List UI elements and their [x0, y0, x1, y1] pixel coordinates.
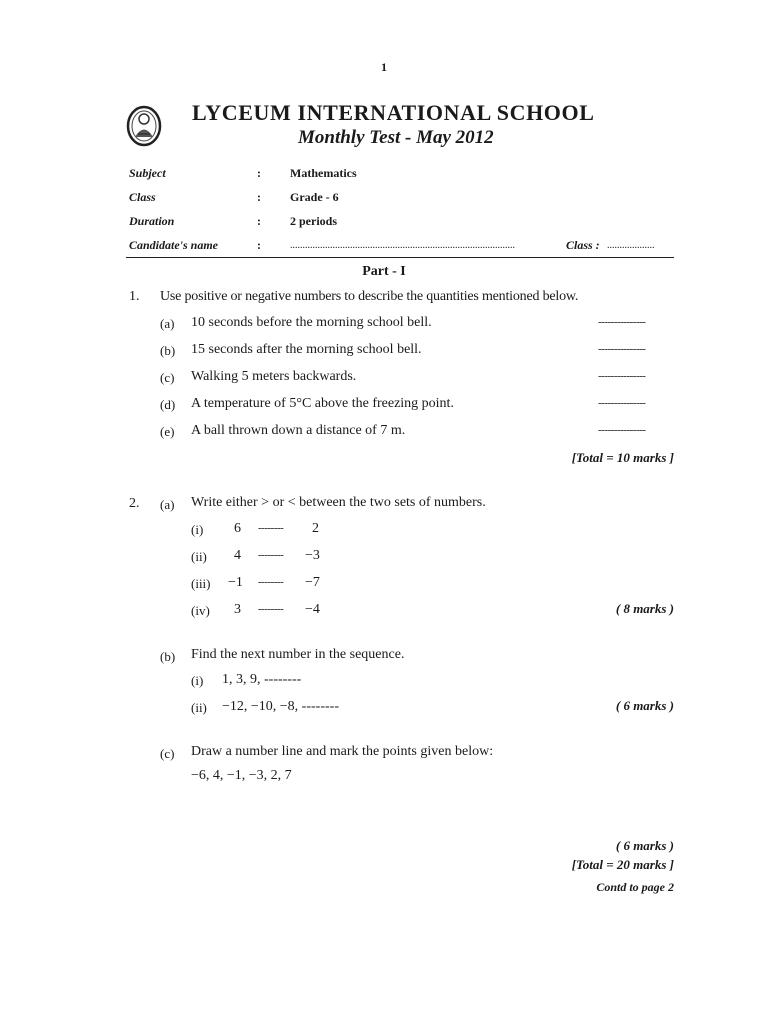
q2a-iv-label: (iv) [191, 603, 210, 618]
subject-label: Subject [129, 166, 166, 180]
school-crest-icon [126, 104, 162, 148]
q2a-iii-right: −7 [305, 575, 320, 590]
q2c-marks: ( 6 marks ) [615, 838, 674, 853]
q2b-marks: ( 6 marks ) [615, 698, 674, 713]
q2a-i-right: 2 [312, 521, 319, 536]
header-divider [126, 257, 674, 258]
q1e-label: (e) [160, 424, 175, 439]
continued-note: Contd to page 2 [596, 880, 674, 894]
q1c-label: (c) [160, 370, 175, 385]
q2b-ii-sequence: −12, −10, −8, -------- [222, 699, 339, 714]
q2b-text: Find the next number in the sequence. [191, 647, 405, 662]
class-colon: : [257, 190, 261, 204]
q2b-label: (b) [160, 649, 176, 664]
q1a-answer-blank[interactable]: --------------- [598, 316, 646, 328]
page-number: 1 [381, 60, 387, 74]
q2-total-marks: [Total = 20 marks ] [571, 857, 674, 872]
q1-text: Use positive or negative numbers to describe the quantities mentioned below. [160, 289, 579, 304]
class-value: Grade - 6 [290, 190, 339, 204]
q2a-i-label: (i) [191, 522, 204, 537]
q1e-answer-blank[interactable]: --------------- [598, 424, 646, 436]
q2a-ii-blank[interactable]: -------- [258, 549, 284, 561]
q1a-label: (a) [160, 316, 175, 331]
q2a-iv-left: 3 [234, 602, 241, 617]
class-label: Class [129, 190, 156, 204]
q2a-ii-left: 4 [234, 548, 241, 563]
q1d-answer-blank[interactable]: --------------- [598, 397, 646, 409]
q2a-label: (a) [160, 497, 175, 512]
q2a-ii-right: −3 [305, 548, 320, 563]
q1e-text: A ball thrown down a distance of 7 m. [191, 423, 406, 438]
class-field-label: Class : [566, 238, 600, 252]
q1-total-marks: [Total = 10 marks ] [571, 450, 674, 465]
q2a-iii-blank[interactable]: -------- [258, 576, 284, 588]
q1-number: 1. [129, 289, 140, 304]
q1d-label: (d) [160, 397, 176, 412]
q2-number: 2. [129, 496, 140, 511]
q2a-ii-label: (ii) [191, 549, 207, 564]
subject-value: Mathematics [290, 166, 357, 180]
q2a-iv-blank[interactable]: -------- [258, 603, 284, 615]
q1c-text: Walking 5 meters backwards. [191, 369, 357, 384]
q2b-ii-label: (ii) [191, 700, 207, 715]
q2a-i-left: 6 [234, 521, 241, 536]
duration-label: Duration [129, 214, 175, 228]
candidate-name-field[interactable]: .......................................................................................... [290, 240, 515, 251]
q2a-marks: ( 8 marks ) [615, 601, 674, 616]
class-field[interactable]: ................... [607, 240, 655, 251]
test-title: Monthly Test - May 2012 [298, 127, 494, 148]
subject-colon: : [257, 166, 261, 180]
q1d-text: A temperature of 5°C above the freezing point. [191, 396, 454, 411]
q2c-label: (c) [160, 746, 175, 761]
q1a-text: 10 seconds before the morning school bell. [191, 315, 432, 330]
duration-colon: : [257, 214, 261, 228]
q2a-i-blank[interactable]: -------- [258, 522, 284, 534]
q2a-iii-label: (iii) [191, 576, 211, 591]
q2a-iii-left: −1 [228, 575, 243, 590]
q2c-points: −6, 4, −1, −3, 2, 7 [191, 768, 292, 783]
q2b-i-label: (i) [191, 673, 204, 688]
q1c-answer-blank[interactable]: --------------- [598, 370, 646, 382]
q2c-text: Draw a number line and mark the points given below: [191, 744, 494, 759]
duration-value: 2 periods [290, 214, 338, 228]
q1b-label: (b) [160, 343, 176, 358]
q2b-i-sequence: 1, 3, 9, -------- [222, 672, 302, 687]
q1b-answer-blank[interactable]: --------------- [598, 343, 646, 355]
school-name: LYCEUM INTERNATIONAL SCHOOL [192, 100, 595, 125]
q2a-text: Write either > or < between the two sets of numbers. [191, 495, 486, 510]
candidate-name-colon: : [257, 238, 261, 252]
candidate-name-label: Candidate's name [129, 238, 219, 252]
q1b-text: 15 seconds after the morning school bell. [191, 342, 422, 357]
q2a-iv-right: −4 [305, 602, 320, 617]
part-title: Part - I [362, 264, 406, 279]
